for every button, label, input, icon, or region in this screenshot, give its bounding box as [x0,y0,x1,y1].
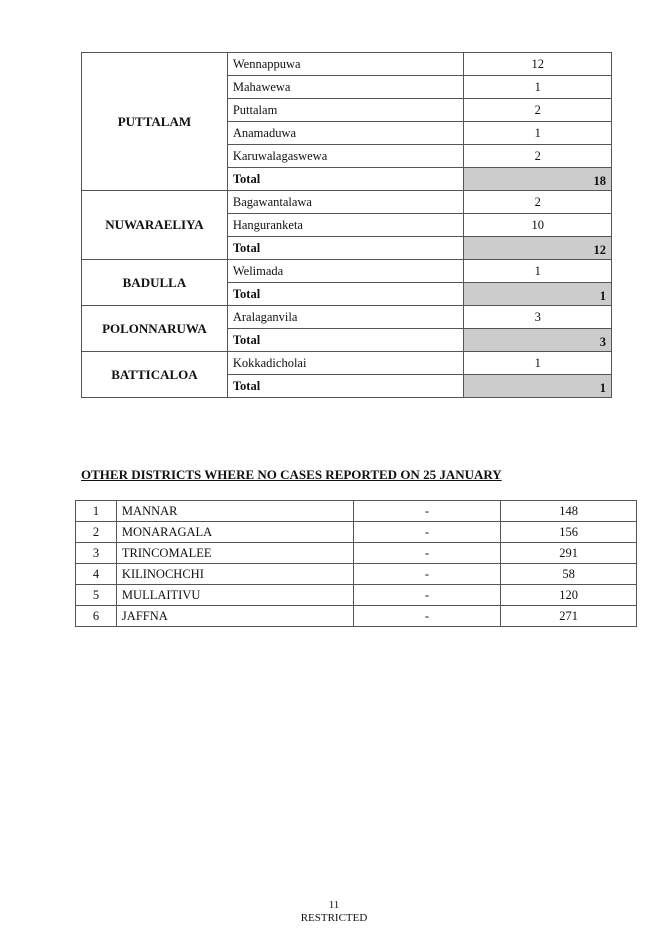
place-count: 1 [464,122,612,145]
table-row [82,352,612,375]
district-name: TRINCOMALEE [116,543,353,564]
district-name: KILINOCHCHI [116,564,353,585]
table-row [76,522,637,543]
district-name: MONARAGALA [116,522,353,543]
place-name: Welimada [227,260,464,283]
district-name: JAFFNA [116,606,353,627]
today-count: - [353,585,501,606]
place-name: Hanguranketa [227,214,464,237]
place-count: 1 [464,352,612,375]
page-number: 11 [328,899,340,911]
place-name: Kokkadicholai [227,352,464,375]
table-row [82,191,612,214]
district-name: MANNAR [116,501,353,522]
place-count: 2 [464,191,612,214]
today-count: - [353,564,501,585]
other-districts-heading: OTHER DISTRICTS WHERE NO CASES REPORTED ON 25 JANUARY [81,467,502,482]
district-name: BADULLA [82,260,228,306]
place-count: 12 [464,53,612,76]
row-number: 6 [76,606,117,627]
table-row [76,543,637,564]
place-count: 3 [464,306,612,329]
total-label: Total [227,329,464,352]
today-count: - [353,606,501,627]
table-row [82,306,612,329]
row-number: 2 [76,522,117,543]
cumulative-count: 291 [501,543,637,564]
table-row [76,564,637,585]
district-name: PUTTALAM [82,53,228,191]
district-name: BATTICALOA [82,352,228,398]
total-value: 3 [464,329,612,352]
cumulative-count: 58 [501,564,637,585]
table-row [76,606,637,627]
row-number: 1 [76,501,117,522]
place-name: Puttalam [227,99,464,122]
district-name: NUWARAELIYA [82,191,228,260]
cumulative-count: 120 [501,585,637,606]
place-name: Mahawewa [227,76,464,99]
district-cases-table [81,52,612,398]
table-row [76,501,637,522]
page-footer [0,899,668,925]
place-count: 2 [464,99,612,122]
total-value: 1 [464,283,612,306]
place-count: 10 [464,214,612,237]
place-name: Karuwalagaswewa [227,145,464,168]
total-value: 12 [464,237,612,260]
other-districts-table [75,500,637,627]
district-name: POLONNARUWA [82,306,228,352]
total-label: Total [227,283,464,306]
cumulative-count: 271 [501,606,637,627]
today-count: - [353,522,501,543]
total-value: 1 [464,375,612,398]
classification-label: RESTRICTED [300,912,368,924]
table-row [82,53,612,76]
place-name: Anamaduwa [227,122,464,145]
today-count: - [353,501,501,522]
row-number: 3 [76,543,117,564]
cumulative-count: 148 [501,501,637,522]
total-label: Total [227,375,464,398]
row-number: 5 [76,585,117,606]
place-name: Aralaganvila [227,306,464,329]
total-value: 18 [464,168,612,191]
cumulative-count: 156 [501,522,637,543]
place-count: 1 [464,76,612,99]
today-count: - [353,543,501,564]
place-count: 1 [464,260,612,283]
row-number: 4 [76,564,117,585]
place-name: Bagawantalawa [227,191,464,214]
place-count: 2 [464,145,612,168]
table-row [82,260,612,283]
total-label: Total [227,168,464,191]
place-name: Wennappuwa [227,53,464,76]
total-label: Total [227,237,464,260]
table-row [76,585,637,606]
district-name: MULLAITIVU [116,585,353,606]
